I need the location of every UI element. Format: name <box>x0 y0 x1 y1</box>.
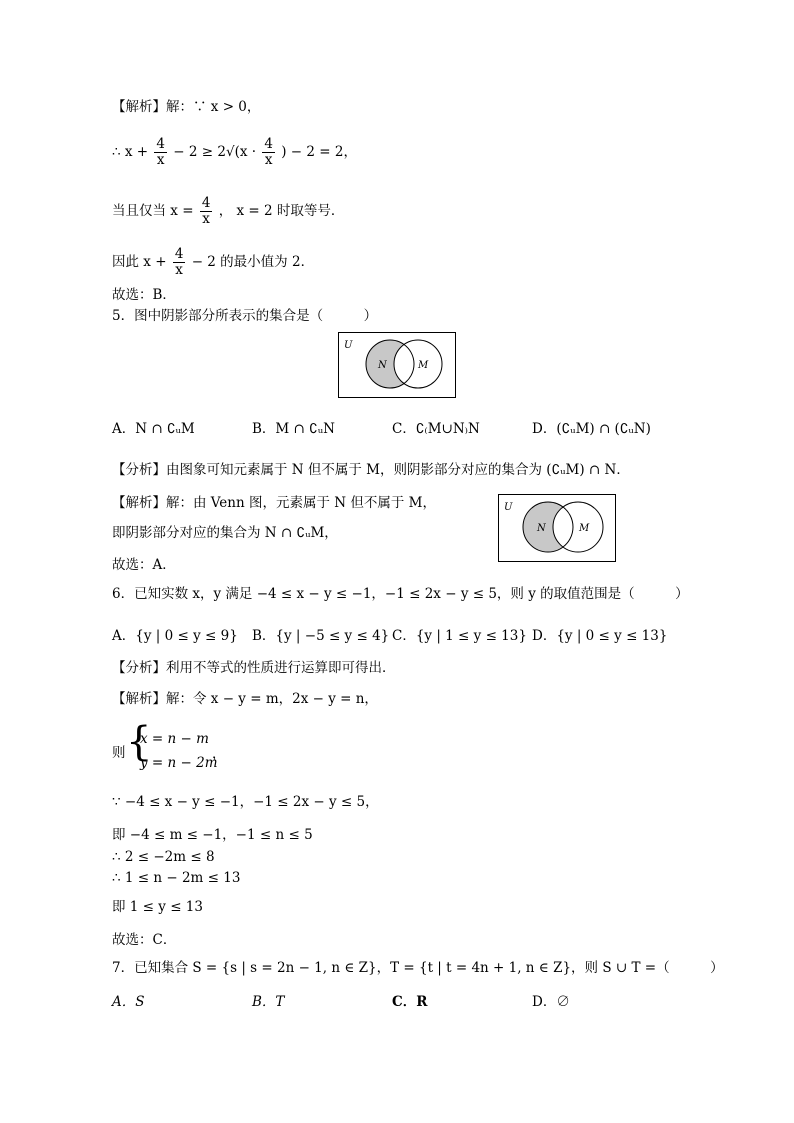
q6-equation-system <box>112 719 312 774</box>
q4-line3-lhs: x = <box>170 203 194 219</box>
q4-solution-line4 <box>112 242 314 282</box>
q6-system-suffix: ， <box>212 746 226 762</box>
brace-icon: { <box>126 719 152 765</box>
q6-step1: ∵ −4 ≤ x − y ≤ −1，−1 ≤ 2x − y ≤ 5， <box>112 794 379 810</box>
q4-line4-suffix: − 2 的最小值为 2． <box>191 254 315 270</box>
q5-analysis: 【分析】由图象可知元素属于 N 但不属于 M，则阴影部分对应的集合为 (∁ᵤM) ∩ N． <box>112 462 630 478</box>
q4-solution-line1: 【解析】解：∵ x > 0， <box>112 99 261 115</box>
q6-step4: ∴ 1 ≤ n − 2m ≤ 13 <box>112 870 241 886</box>
q6-stem: 6．已知实数 x，y 满足 −4 ≤ x − y ≤ −1，−1 ≤ 2x − y ≤ 5，则 y 的取值范围是（ ） <box>112 586 689 602</box>
q6-option-d: D．{y | 0 ≤ y ≤ 13} <box>532 628 668 644</box>
q6-step5: 即 1 ≤ y ≤ 13 <box>112 899 203 915</box>
q6-analysis: 【分析】利用不等式的性质进行运算即可得出． <box>112 660 396 676</box>
q5-stem: 5．图中阴影部分所表示的集合是（ ） <box>112 308 378 324</box>
q6-step3: ∴ 2 ≤ −2m ≤ 8 <box>112 849 215 865</box>
q5-option-b: B．M ∩ ∁ᵤN <box>252 421 335 437</box>
q6-system-line1: x = n − m <box>140 731 209 747</box>
q6-option-a: A．{y | 0 ≤ y ≤ 9} <box>112 628 238 644</box>
q6-option-c: C．{y | 1 ≤ y ≤ 13} <box>392 628 527 644</box>
q4-line3-prefix: 当且仅当 <box>112 203 166 219</box>
venn-label-n: N <box>378 360 387 371</box>
q4-answer: 故选：B． <box>112 287 176 303</box>
q7-stem: 7．已知集合 S = {s | s = 2n − 1, n ∈ Z}，T = {t | t = 4n + 1, n ∈ Z}，则 S ∪ T =（ ） <box>112 960 724 976</box>
q5-option-d: D．(∁ᵤM) ∩ (∁ᵤN) <box>532 421 651 437</box>
venn-label-u: U <box>344 340 353 351</box>
venn2-label-u: U <box>504 502 513 513</box>
q4-line3-fraction: $\frac{4}{x}$ <box>201 195 211 227</box>
q7-option-c: C．R <box>392 994 428 1010</box>
q4-line2-prefix: ∴ x + <box>112 144 149 160</box>
venn-label-m: M <box>418 360 429 371</box>
q5-solution-venn-diagram <box>498 494 616 562</box>
q6-option-b: B．{y | −5 ≤ y ≤ 4} <box>252 628 390 644</box>
q4-solution-line3 <box>112 190 344 232</box>
q7-option-a: A．S <box>112 994 145 1010</box>
q7-option-b: B．T <box>252 994 285 1010</box>
q5-option-c: C．∁₍M∪N₎N <box>392 421 480 437</box>
q4-line4-fraction: $\frac{4}{x}$ <box>174 246 184 278</box>
q4-solution-line2 <box>112 132 357 172</box>
q5-option-a: A．N ∩ ∁ᵤM <box>112 421 195 437</box>
q6-system-line2: y = n − 2m <box>140 755 218 771</box>
q6-solution-line1: 【解析】解：令 x − y = m，2x − y = n， <box>112 691 378 707</box>
q4-line2-fraction: $\frac{4}{x}$ <box>156 136 165 168</box>
q5-solution-line1: 【解析】解：由 Venn 图，元素属于 N 但不属于 M， <box>112 495 436 511</box>
venn2-label-m: M <box>579 523 590 534</box>
q4-line4-prefix: 因此 x + <box>112 254 167 270</box>
q5-solution-line2: 即阴影部分对应的集合为 N ∩ ∁ᵤM， <box>112 525 338 541</box>
q6-step2: 即 −4 ≤ m ≤ −1，−1 ≤ n ≤ 5 <box>112 827 313 843</box>
q5-venn-diagram <box>338 332 456 398</box>
venn2-label-n: N <box>537 523 546 534</box>
q7-option-d: D．∅ <box>532 994 570 1010</box>
q6-system-prefix: 则 <box>112 745 126 761</box>
q4-line3-suffix: ， x = 2 时取等号． <box>218 203 345 219</box>
q4-line2-fraction2: $\frac{4}{x}$ <box>264 136 273 168</box>
q5-answer: 故选：A． <box>112 557 176 573</box>
q4-line2-suffix: ) − 2 = 2， <box>281 144 357 160</box>
q6-answer: 故选：C． <box>112 932 177 948</box>
q4-line2-mid: − 2 ≥ 2√(x · <box>173 144 257 160</box>
